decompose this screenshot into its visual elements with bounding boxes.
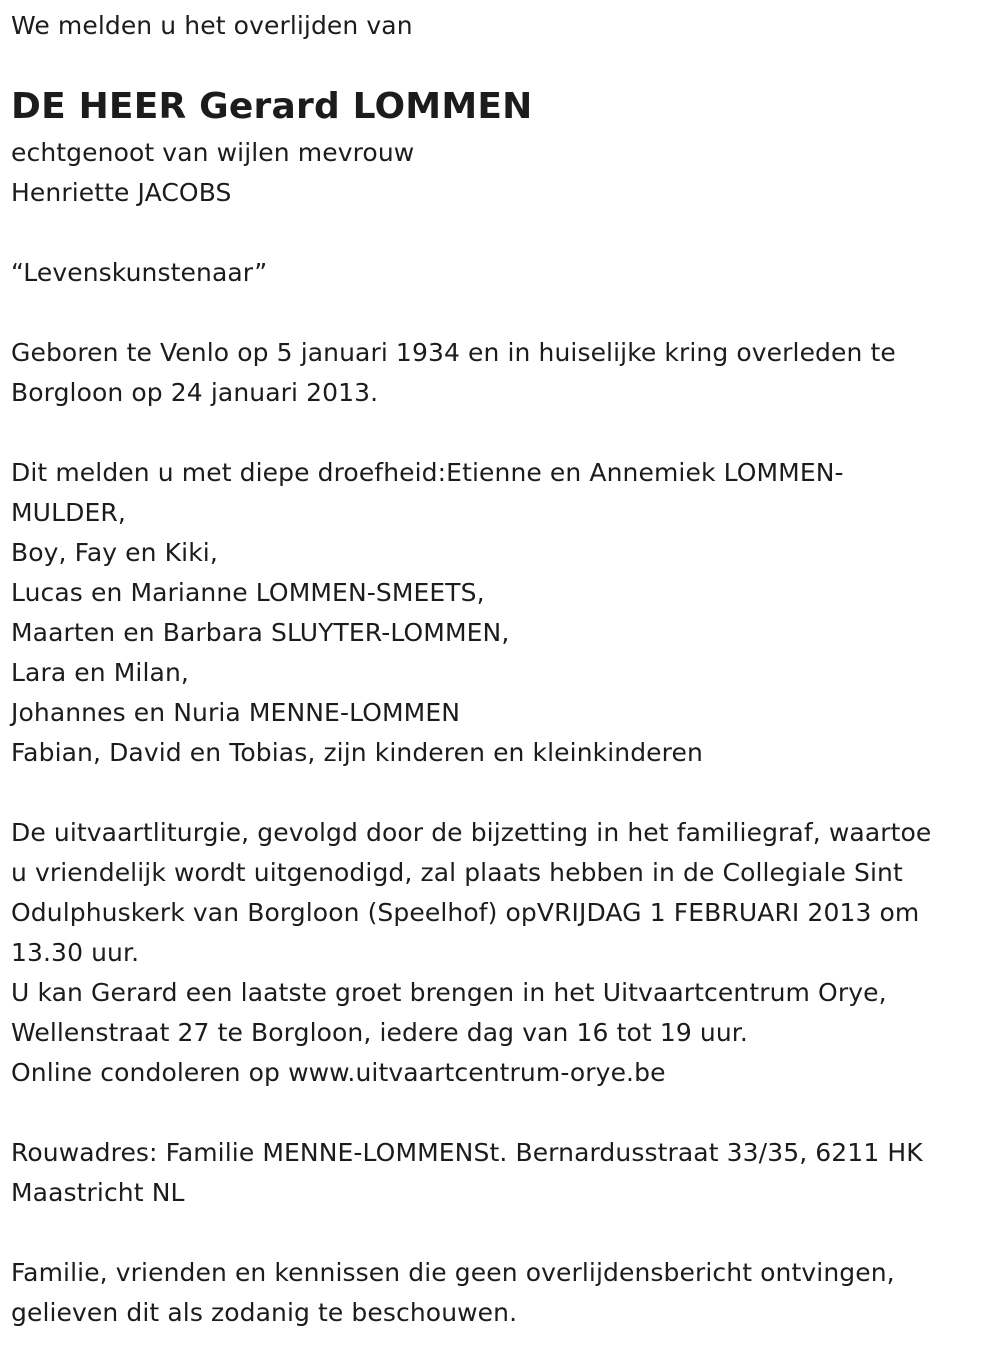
closing-line-2: gelieven dit als zodanig te beschouwen.: [11, 1298, 518, 1327]
family-line: Fabian, David en Tobias, zijn kinderen en kleinkinderen: [11, 738, 703, 767]
family-line: MULDER,: [11, 498, 126, 527]
funeral-line: De uitvaartliturgie, gevolgd door de bijzetting in het familiegraf, waartoe: [11, 818, 932, 847]
funeral-line: 13.30 uur.: [11, 938, 140, 967]
spouse-line-2: Henriette JACOBS: [11, 178, 232, 207]
funeral-details: [11, 813, 990, 1093]
funeral-line: Online condoleren op www.uitvaartcentrum-orye.be: [11, 1058, 666, 1087]
funeral-line: u vriendelijk wordt uitgenodigd, zal plaats hebben in de Collegiale Sint: [11, 858, 903, 887]
spacer: [11, 1093, 990, 1133]
mourning-address-line-1: Rouwadres: Familie MENNE-LOMMENSt. Bernardusstraat 33/35, 6211 HK: [11, 1138, 923, 1167]
family-line: Lara en Milan,: [11, 658, 189, 687]
family-line: Dit melden u met diepe droefheid:Etienne en Annemiek LOMMEN-: [11, 458, 844, 487]
birth-line-1: Geboren te Venlo op 5 januari 1934 en in huiselijke kring overleden te: [11, 338, 896, 367]
spouse-line-1: echtgenoot van wijlen mevrouw: [11, 138, 415, 167]
quote: “Levenskunstenaar”: [11, 258, 268, 287]
mourning-address-line-2: Maastricht NL: [11, 1178, 185, 1207]
intro-text: We melden u het overlijden van: [11, 11, 413, 40]
closing-line-1: Familie, vrienden en kennissen die geen overlijdensbericht ontvingen,: [11, 1258, 895, 1287]
funeral-line: Odulphuskerk van Borgloon (Speelhof) opVRIJDAG 1 FEBRUARI 2013 om: [11, 898, 920, 927]
spacer: [11, 1213, 990, 1253]
deceased-name: DE HEER Gerard LOMMEN: [11, 86, 533, 127]
spacer: [11, 293, 990, 333]
family-line: Lucas en Marianne LOMMEN-SMEETS,: [11, 578, 485, 607]
family-line: Maarten en Barbara SLUYTER-LOMMEN,: [11, 618, 510, 647]
spacer: [11, 773, 990, 813]
funeral-line: Wellenstraat 27 te Borgloon, iedere dag van 16 tot 19 uur.: [11, 1018, 748, 1047]
birth-line-2: Borgloon op 24 januari 2013.: [11, 378, 379, 407]
family-line: Johannes en Nuria MENNE-LOMMEN: [11, 698, 461, 727]
spacer: [11, 413, 990, 453]
spacer: [11, 213, 990, 253]
family-line: Boy, Fay en Kiki,: [11, 538, 218, 567]
family-list: [11, 453, 990, 773]
funeral-line: U kan Gerard een laatste groet brengen in het Uitvaartcentrum Orye,: [11, 978, 887, 1007]
